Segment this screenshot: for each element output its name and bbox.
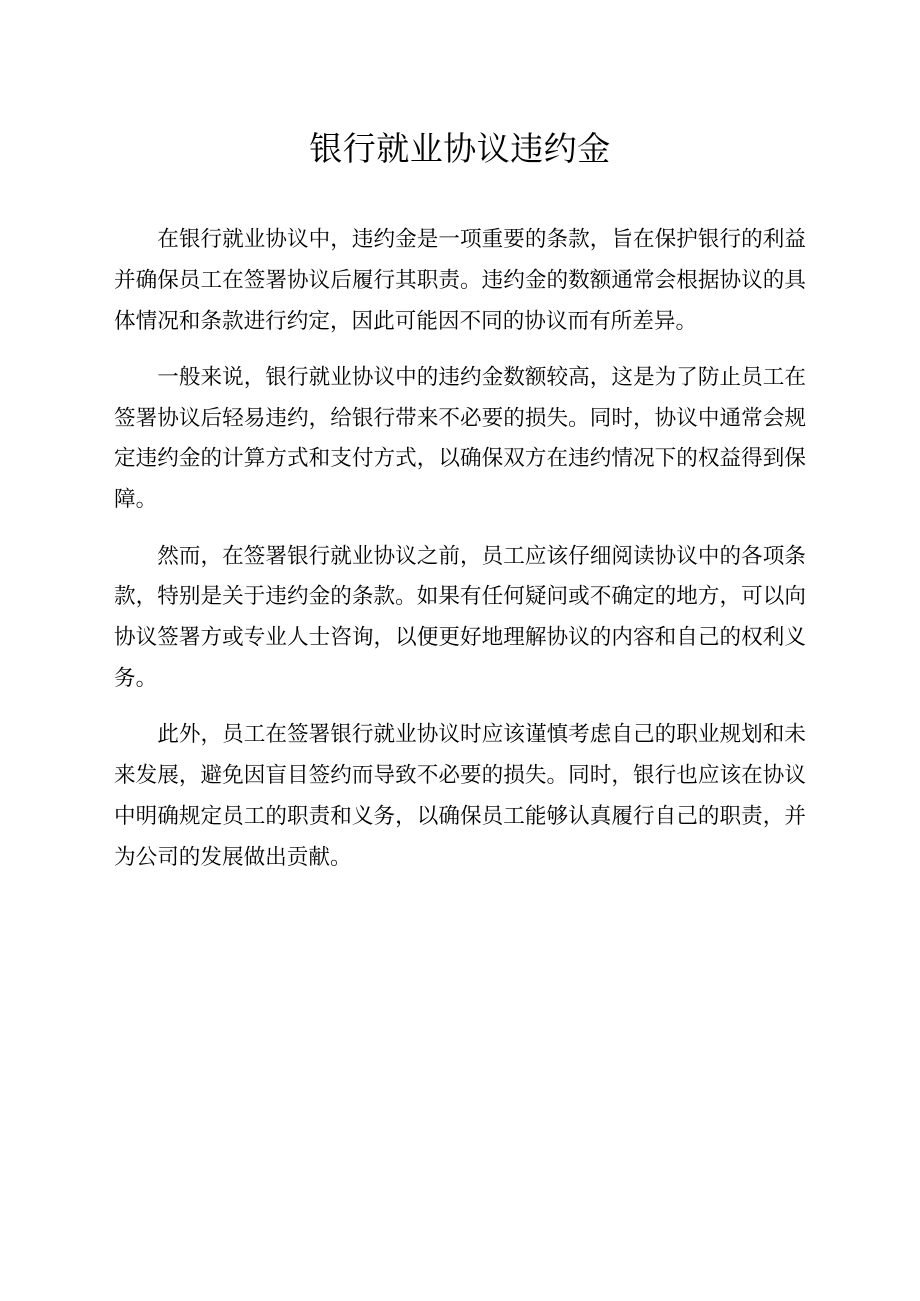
paragraph-2: 一般来说，银行就业协议中的违约金数额较高，这是为了防止员工在签署协议后轻易违约，给银行带来不必要的损失。同时，协议中通常会规定违约金的计算方式和支付方式，以确保双方在违约情况下的权益得到保障。 — [114, 364, 806, 513]
document-body — [114, 220, 806, 894]
document-title: 银行就业协议违约金 — [309, 129, 611, 168]
paragraph-4: 此外，员工在签署银行就业协议时应该谨慎考虑自己的职业规划和未来发展，避免因盲目签约而导致不必要的损失。同时，银行也应该在协议中明确规定员工的职责和义务，以确保员工能够认真履行自己的职责，并为公司的发展做出贡献。 — [114, 722, 806, 870]
paragraph-1: 在银行就业协议中，违约金是一项重要的条款，旨在保护银行的利益并确保员工在签署协议后履行其职责。违约金的数额通常会根据协议的具体情况和条款进行约定，因此可能因不同的协议而有所差异。 — [114, 227, 806, 334]
paragraph-3: 然而，在签署银行就业协议之前，员工应该仔细阅读协议中的各项条款，特别是关于违约金的条款。如果有任何疑问或不确定的地方，可以向协议签署方或专业人士咨询，以便更好地理解协议的内容和自己的权利义务。 — [114, 543, 806, 691]
